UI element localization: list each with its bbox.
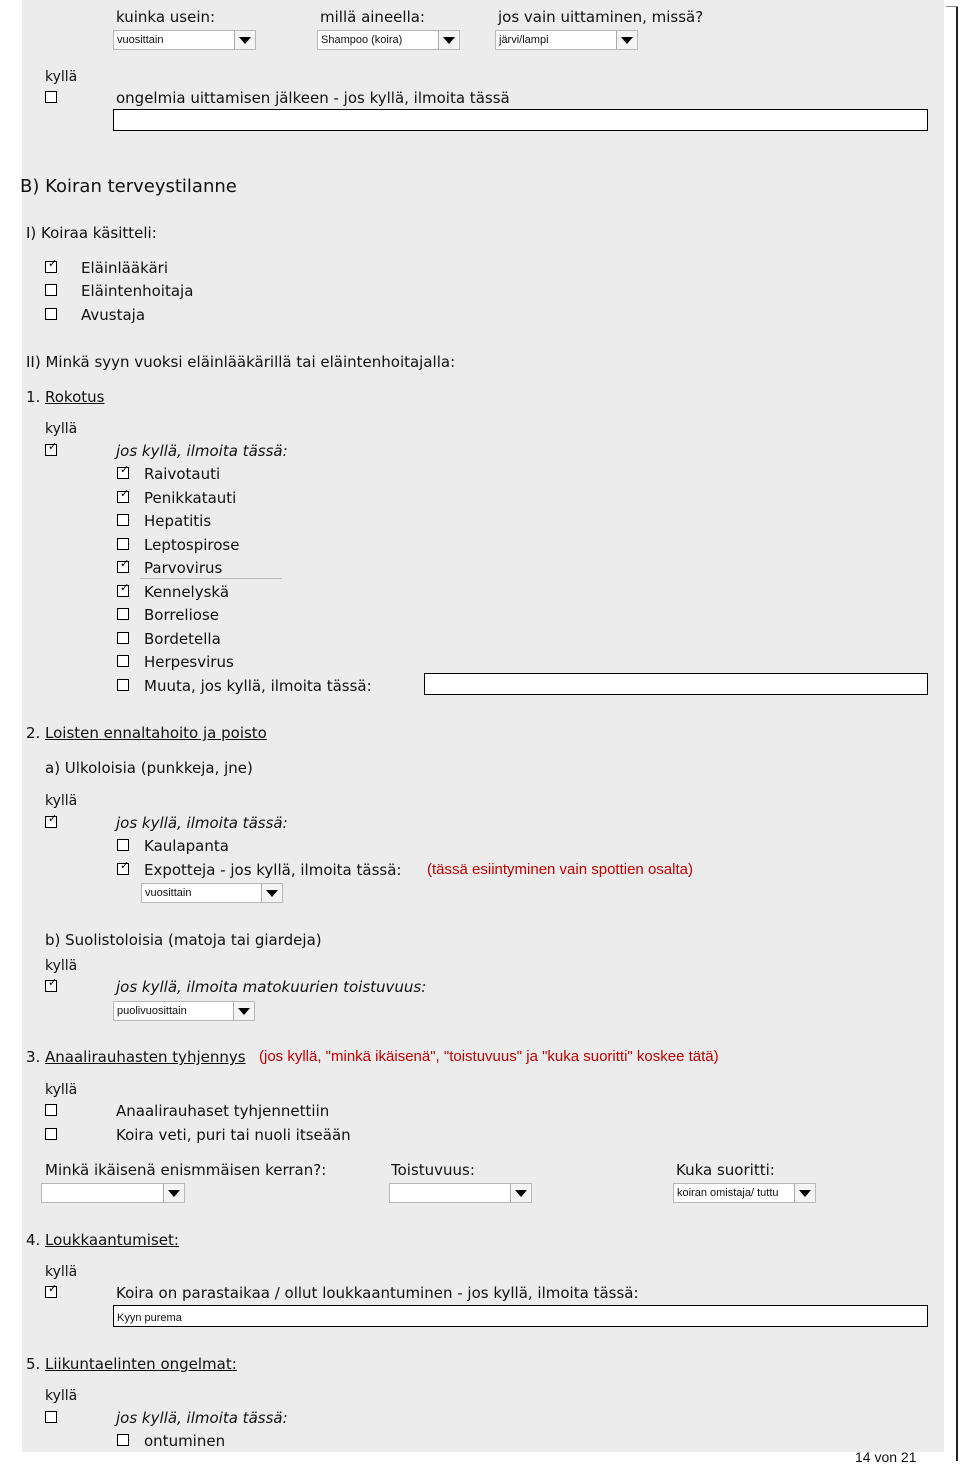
vaccine-checkbox[interactable] (117, 514, 129, 526)
spot-on-checkbox[interactable] (117, 863, 129, 875)
limping-label: ontuminen (144, 1432, 226, 1450)
chevron-down-icon[interactable] (234, 31, 255, 49)
vaccine-checkbox[interactable] (117, 491, 129, 503)
vaccine-checkbox[interactable] (117, 561, 129, 573)
section-5-number: 5. (26, 1355, 41, 1373)
chevron-down-icon[interactable] (510, 1184, 531, 1202)
section-2-number: 2. (26, 724, 41, 742)
section-3-number: 3. (26, 1048, 41, 1066)
vaccine-label: Parvovirus (144, 559, 223, 577)
spot-on-frequency-select[interactable] (141, 883, 283, 903)
vaccine-label: Borreliose (144, 606, 219, 624)
divider (140, 578, 282, 579)
yes-label: kyllä (45, 69, 78, 85)
place-select[interactable] (495, 30, 638, 50)
handler-nurse-checkbox[interactable] (45, 284, 57, 296)
intestinal-parasites-title: b) Suolistoloisia (matoja tai giardeja) (45, 931, 322, 949)
vaccine-label: Herpesvirus (144, 653, 234, 671)
substance-select[interactable] (317, 30, 460, 50)
problems-input[interactable] (113, 109, 928, 131)
section-2-title: Loisten ennaltahoito ja poisto (45, 724, 267, 742)
place-value: järvi/lampi (499, 34, 549, 46)
vaccine-checkbox[interactable] (117, 585, 129, 597)
external-parasites-prompt: jos kyllä, ilmoita tässä: (116, 814, 288, 832)
vaccine-other-checkbox[interactable] (117, 679, 129, 691)
deworming-prompt: jos kyllä, ilmoita matokuurien toistuvuus: (116, 978, 427, 996)
first-age-label: Minkä ikäisenä enismmäisen kerran?: (45, 1161, 327, 1179)
dog-licked-label: Koira veti, puri tai nuoli itseään (116, 1126, 351, 1144)
section-b-title: B) Koiran terveystilanne (20, 176, 237, 197)
spot-on-frequency-value: vuosittain (145, 887, 192, 899)
collar-label: Kaulapanta (144, 837, 229, 855)
anal-glands-emptied-checkbox[interactable] (45, 1104, 57, 1116)
yes-label: kyllä (45, 1388, 78, 1404)
injury-checkbox[interactable] (45, 1286, 57, 1298)
performed-by-label: Kuka suoritti: (676, 1161, 775, 1179)
injury-label: Koira on parastaikaa / ollut loukkaantuminen - jos kyllä, ilmoita tässä: (116, 1284, 639, 1302)
chevron-down-icon[interactable] (261, 884, 282, 902)
problems-label: ongelmia uittamisen jälkeen - jos kyllä, ilmoita tässä (116, 89, 510, 107)
reason-question: II) Minkä syyn vuoksi eläinlääkärillä tai eläintenhoitajalla: (26, 353, 456, 371)
page-edge-top (946, 6, 958, 7)
injury-input[interactable] (113, 1305, 928, 1327)
place-label: jos vain uittaminen, missä? (498, 8, 704, 26)
substance-value: Shampoo (koira) (321, 34, 403, 46)
vaccine-label: Penikkatauti (144, 489, 237, 507)
spot-on-label: Expotteja - jos kyllä, ilmoita tässä: (144, 861, 402, 879)
handler-label: Eläinlääkäri (81, 259, 169, 277)
mobility-yes-checkbox[interactable] (45, 1411, 57, 1423)
anal-frequency-select[interactable] (389, 1183, 532, 1203)
chevron-down-icon[interactable] (438, 31, 459, 49)
chevron-down-icon[interactable] (163, 1184, 184, 1202)
anal-glands-emptied-label: Anaalirauhaset tyhjennettiin (116, 1102, 330, 1120)
substance-label: millä aineella: (320, 8, 425, 26)
spot-on-note: (tässä esiintyminen vain spottien osalta) (427, 861, 693, 878)
section-1-number: 1. (26, 388, 41, 406)
section-3-note: (jos kyllä, "minkä ikäisenä", "toistuvuus" ja "kuka suoritti" koskee tätä) (259, 1048, 719, 1065)
vaccine-checkbox[interactable] (117, 655, 129, 667)
yes-label: kyllä (45, 1264, 78, 1280)
vaccine-other-label: Muuta, jos kyllä, ilmoita tässä: (144, 677, 372, 695)
first-age-select[interactable] (41, 1183, 185, 1203)
section-1-title: Rokotus (45, 388, 105, 406)
limping-checkbox[interactable] (117, 1434, 129, 1446)
vaccine-other-input[interactable] (424, 673, 928, 695)
frequency-label: kuinka usein: (116, 8, 216, 26)
page-number: 14 von 21 (855, 1449, 917, 1465)
yes-label: kyllä (45, 958, 78, 974)
vaccine-label: Bordetella (144, 630, 221, 648)
problems-checkbox[interactable] (45, 91, 57, 103)
deworming-frequency-value: puolivuosittain (117, 1005, 187, 1017)
handler-label: Avustaja (81, 306, 146, 324)
deworming-frequency-select[interactable] (113, 1001, 255, 1021)
chevron-down-icon[interactable] (233, 1002, 254, 1020)
mobility-prompt: jos kyllä, ilmoita tässä: (116, 1409, 288, 1427)
yes-label: kyllä (45, 793, 78, 809)
section-5-title: Liikuntaelinten ongelmat: (45, 1355, 237, 1373)
yes-label: kyllä (45, 421, 78, 437)
collar-checkbox[interactable] (117, 839, 129, 851)
injury-value: Kyyn purema (117, 1312, 182, 1324)
vaccination-prompt: jos kyllä, ilmoita tässä: (116, 442, 288, 460)
chevron-down-icon[interactable] (616, 31, 637, 49)
section-3-title: Anaalirauhasten tyhjennys (45, 1048, 246, 1066)
frequency-select[interactable] (113, 30, 256, 50)
vaccination-yes-checkbox[interactable] (45, 444, 57, 456)
section-4-number: 4. (26, 1231, 41, 1249)
frequency-value: vuosittain (117, 34, 164, 46)
external-parasites-title: a) Ulkoloisia (punkkeja, jne) (45, 759, 253, 777)
performed-by-value: koiran omistaja/ tuttu (677, 1187, 779, 1199)
dog-licked-checkbox[interactable] (45, 1128, 57, 1140)
vaccine-label: Hepatitis (144, 512, 212, 530)
performed-by-select[interactable] (673, 1183, 816, 1203)
deworming-yes-checkbox[interactable] (45, 980, 57, 992)
handler-question: I) Koiraa käsitteli: (26, 224, 157, 242)
section-4-title: Loukkaantumiset: (45, 1231, 179, 1249)
frequency-label: Toistuvuus: (391, 1161, 475, 1179)
vaccine-checkbox[interactable] (117, 608, 129, 620)
chevron-down-icon[interactable] (794, 1184, 815, 1202)
vaccine-label: Kennelyskä (144, 583, 230, 601)
vaccine-checkbox[interactable] (117, 632, 129, 644)
vaccine-checkbox[interactable] (117, 467, 129, 479)
vaccine-checkbox[interactable] (117, 538, 129, 550)
handler-assistant-checkbox[interactable] (45, 308, 57, 320)
handler-label: Eläintenhoitaja (81, 282, 194, 300)
yes-label: kyllä (45, 1082, 78, 1098)
handler-vet-checkbox[interactable] (45, 261, 57, 273)
external-parasites-yes-checkbox[interactable] (45, 816, 57, 828)
vaccine-label: Raivotauti (144, 465, 221, 483)
vaccine-label: Leptospirose (144, 536, 240, 554)
page-edge (956, 6, 958, 1461)
